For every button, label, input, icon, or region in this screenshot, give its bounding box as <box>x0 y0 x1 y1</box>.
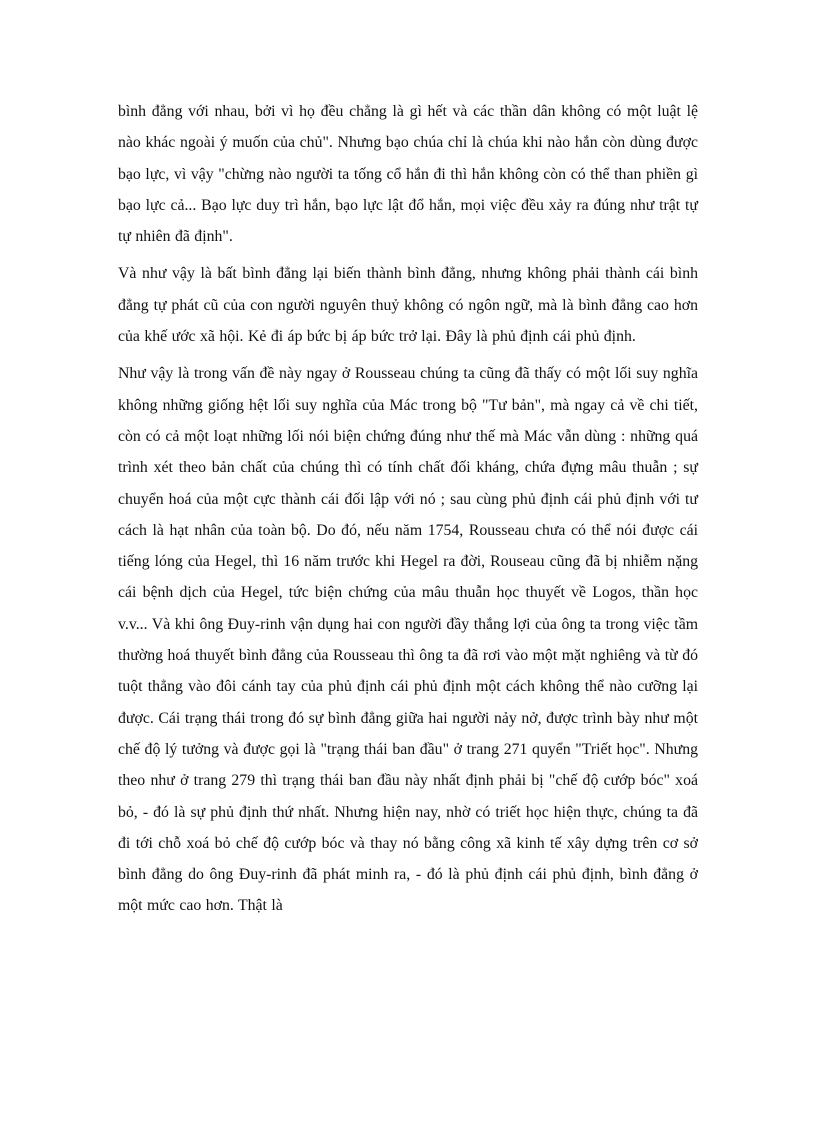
paragraph-2: Và như vậy là bất bình đẳng lại biến thành bình đẳng, nhưng không phải thành cái bình đẳng tự phát cũ của con người nguyên thuỷ không có ngôn ngữ, mà là bình đẳng cao hơn của khế ước xã hội. Kẻ đi áp bức bị áp bức trở lại. Đây là phủ định cái phủ định. <box>118 265 698 346</box>
paragraph-3: Như vậy là trong vấn đề này ngay ở Rousseau chúng ta cũng đã thấy có một lối suy nghĩa không những giống hệt lối suy nghĩa của Mác trong bộ "Tư bản", mà ngay cả về chi tiết, còn có cả một loạt những lối nói biện chứng đúng như thế mà Mác vẫn dùng : những quá trình xét theo bản chất của chúng thì có tính chất đối kháng, chứa đựng mâu thuẫn ; sự chuyển hoá của một cực thành cái đối lập với nó ; sau cùng phủ định cái phủ định với tư cách là hạt nhân của toàn bộ. Do đó, nếu năm 1754, Rousseau chưa có thể nói được cái tiếng lóng của Hegel, thì 16 năm trước khi Hegel ra đời, Rouseau cũng đã bị nhiễm nặng cái bệnh dịch của Hegel, tức biện chứng của mâu thuẫn học thuyết về Logos, thần học v.v... Và khi ông Đuy-rinh vận dụng hai con người đầy thắng lợi của ông ta trong việc tầm thường hoá thuyết bình đẳng của Rousseau thì ông ta đã rơi vào một mặt nghiêng và từ đó tuột thẳng vào đôi cánh tay của phủ định cái phủ định một cách không thể nào cưỡng lại được. Cái trạng thái trong đó sự bình đẳng giữa hai người nảy nở, được trình bày như một chế độ lý tưởng và được gọi là "trạng thái ban đầu" ở trang 271 quyển "Triết học". Nhưng theo như ở trang 279 thì trạng thái ban đầu này nhất định phải bị "chế độ cướp bóc" xoá bỏ, - đó là sự phủ định thứ nhất. Nhưng hiện nay, nhờ có triết học hiện thực, chúng ta đã đi tới chỗ xoá bỏ chế độ cướp bóc và thay nó bằng công xã kinh tế xây dựng trên cơ sở bình đẳng do ông Đuy-rinh đã phát minh ra, - đó là phủ định cái phủ định, bình đẳng ở một mức cao hơn. Thật là <box>118 365 698 915</box>
paragraph-1: bình đẳng với nhau, bởi vì họ đều chẳng là gì hết và các thần dân không có một luật lệ nào khác ngoài ý muốn của chủ". Nhưng bạo chúa chỉ là chúa khi nào hắn còn dùng được bạo lực, vì vậy "chừng nào người ta tống cổ hắn đi thì hắn không còn có thể than phiền gì bạo lực cả... Bạo lực duy trì hắn, bạo lực lật đổ hắn, mọi việc đều xảy ra đúng như trật tự tự nhiên đã định". <box>118 103 698 246</box>
document-body <box>118 96 698 928</box>
